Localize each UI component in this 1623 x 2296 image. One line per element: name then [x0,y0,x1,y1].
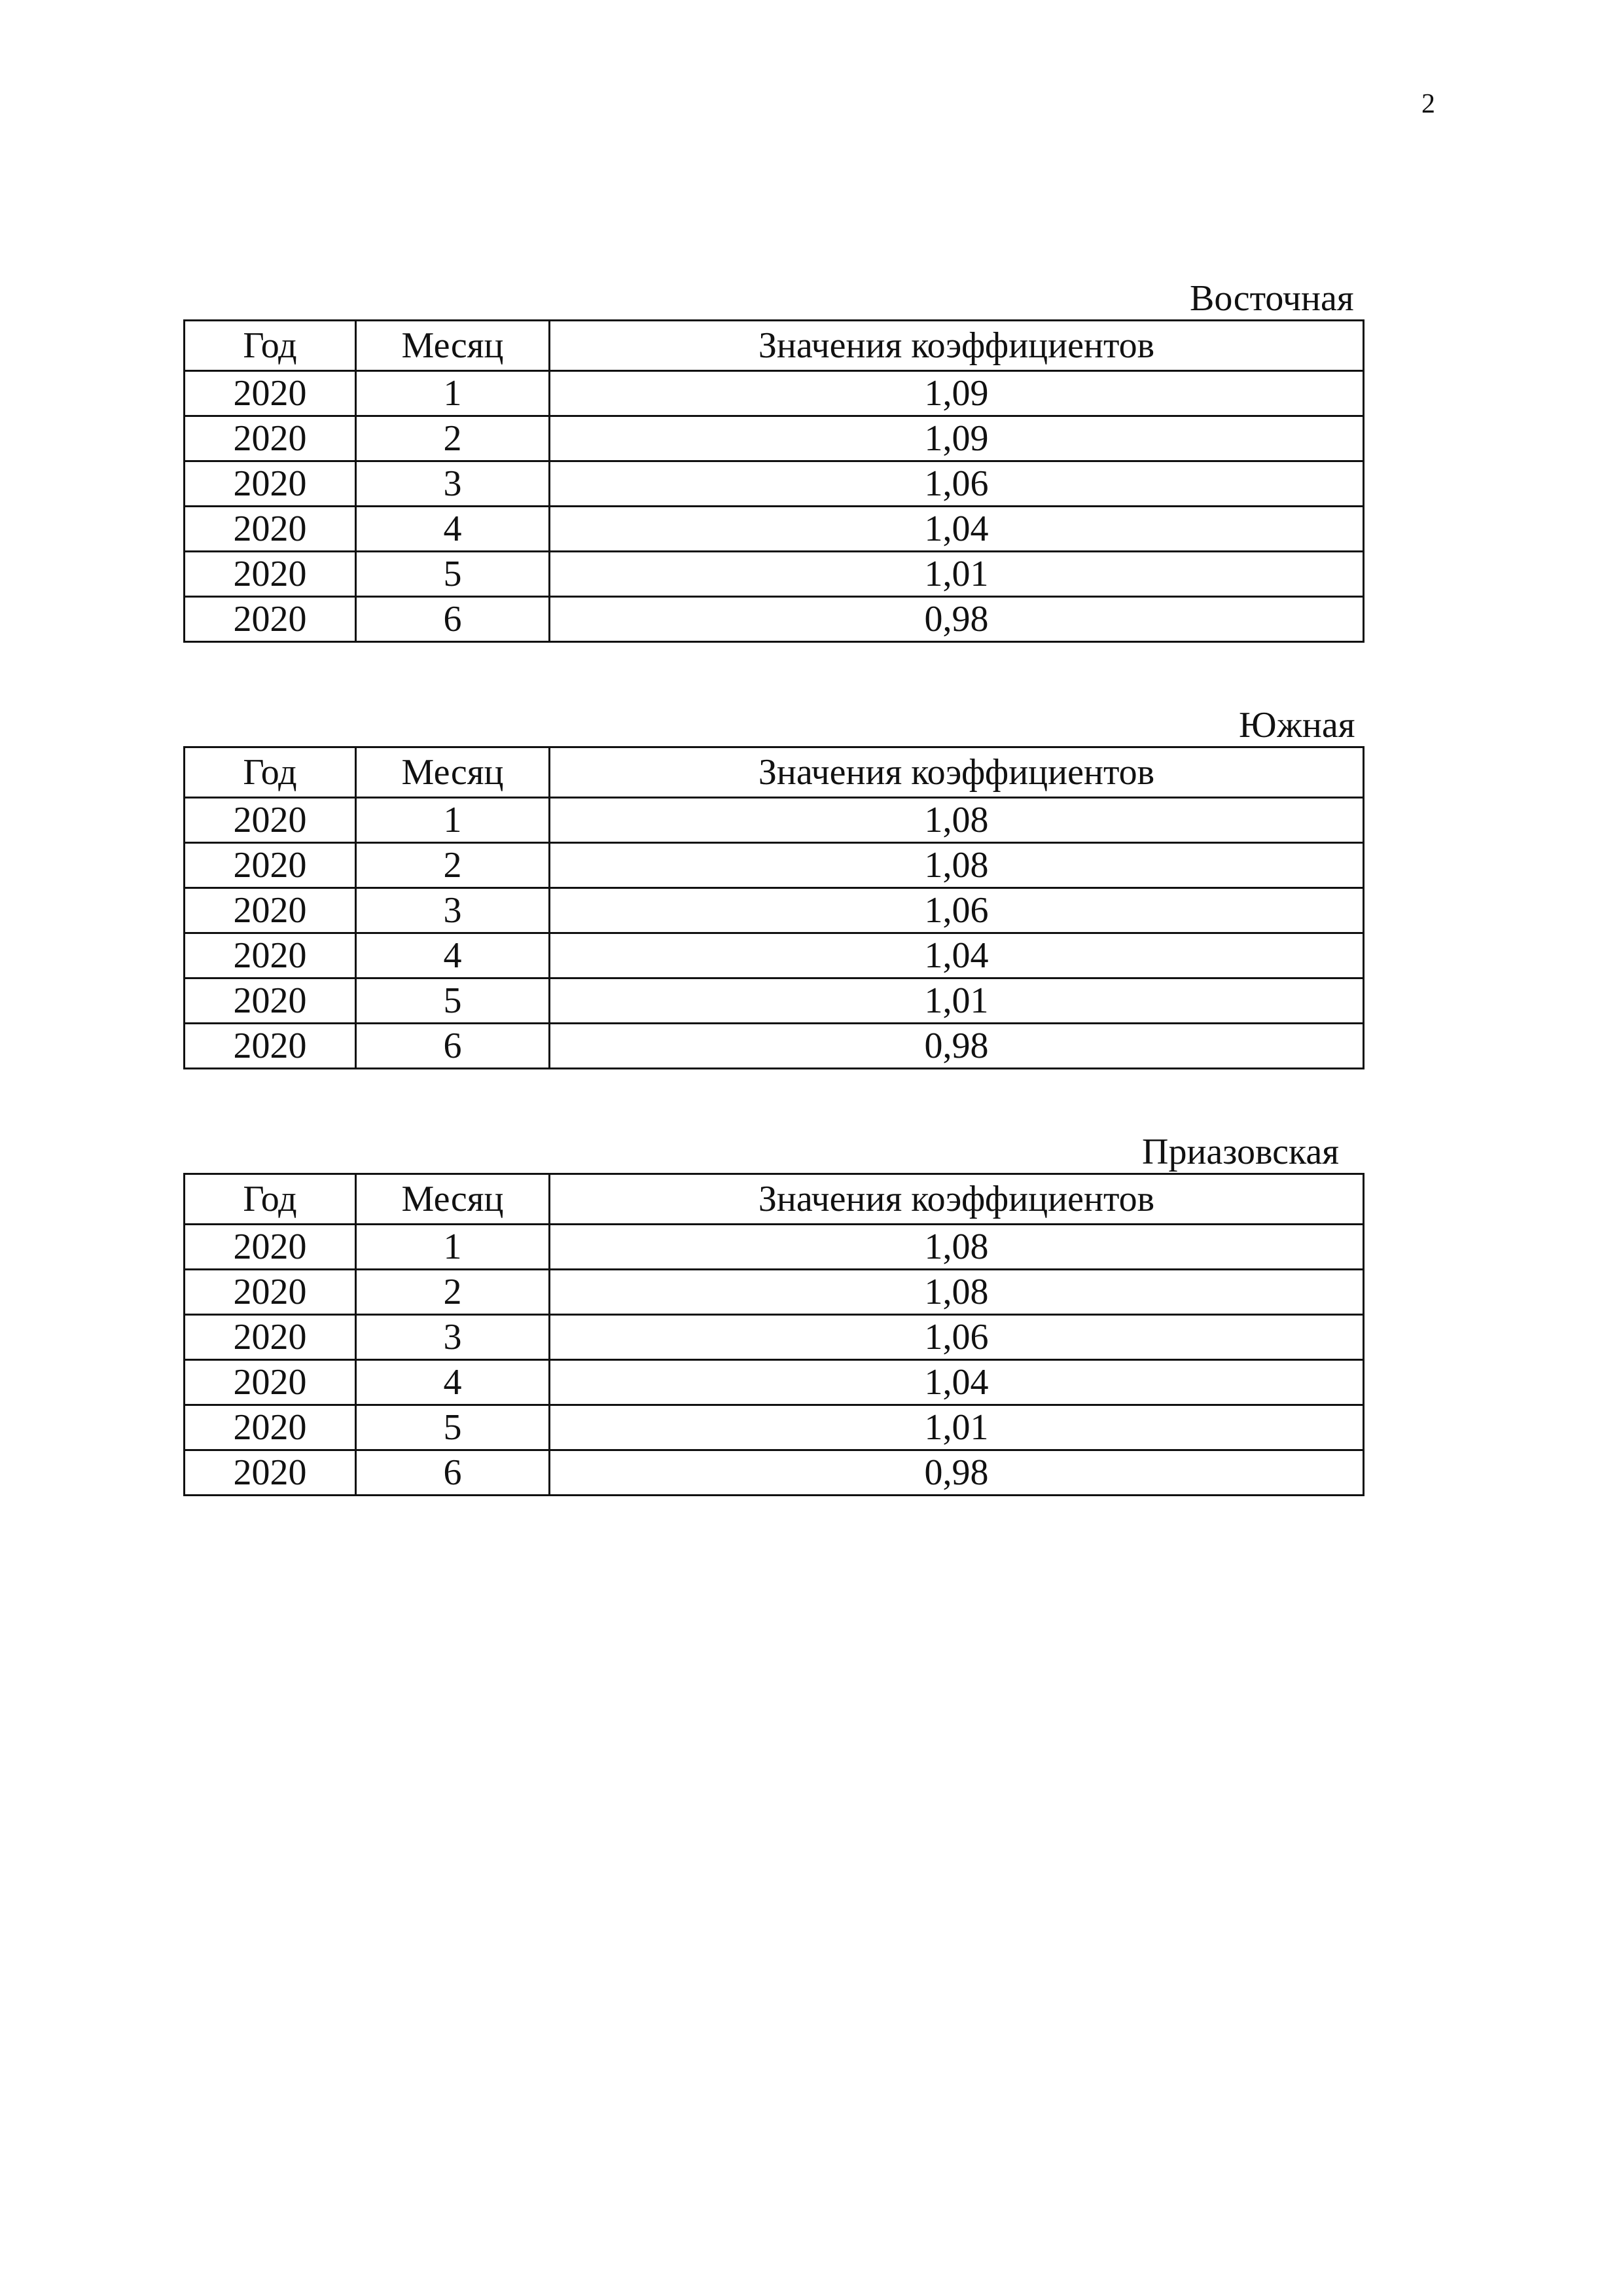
cell-year: 2020 [185,552,356,597]
header-year: Год [185,1174,356,1225]
table-row [185,1450,1364,1496]
cell-month: 6 [356,597,550,642]
cell-month: 2 [356,1270,550,1315]
cell-month: 3 [356,888,550,933]
cell-year: 2020 [185,507,356,552]
table-row [185,507,1364,552]
cell-month: 3 [356,461,550,507]
cell-month: 6 [356,1450,550,1496]
table-row [185,552,1364,597]
cell-value: 0,98 [550,597,1364,642]
cell-month: 1 [356,798,550,843]
cell-value: 1,04 [550,933,1364,978]
cell-year: 2020 [185,978,356,1024]
table-row [185,597,1364,642]
cell-month: 5 [356,1405,550,1450]
table-row [185,371,1364,416]
table-row [185,978,1364,1024]
coefficients-table-vostochnaya [183,319,1364,643]
cell-value: 1,09 [550,371,1364,416]
cell-month: 5 [356,978,550,1024]
cell-value: 1,08 [550,1225,1364,1270]
header-year: Год [185,747,356,798]
table-row [185,1315,1364,1360]
cell-month: 5 [356,552,550,597]
cell-month: 2 [356,416,550,461]
cell-value: 1,01 [550,978,1364,1024]
coefficients-table-yuzhnaya [183,746,1364,1069]
region-title-priazovskaya: Приазовская [1142,1132,1339,1172]
cell-value: 0,98 [550,1024,1364,1069]
cell-year: 2020 [185,1450,356,1496]
cell-value: 1,06 [550,1315,1364,1360]
header-month: Месяц [356,321,550,371]
header-month: Месяц [356,1174,550,1225]
cell-value: 1,09 [550,416,1364,461]
cell-month: 2 [356,843,550,888]
table-row [185,1225,1364,1270]
header-value: Значения коэффициентов [550,747,1364,798]
cell-value: 1,01 [550,552,1364,597]
header-value: Значения коэффициентов [550,1174,1364,1225]
cell-value: 1,04 [550,1360,1364,1405]
cell-year: 2020 [185,1360,356,1405]
coefficients-table-priazovskaya [183,1173,1364,1496]
cell-month: 4 [356,507,550,552]
cell-value: 0,98 [550,1450,1364,1496]
cell-month: 1 [356,371,550,416]
cell-year: 2020 [185,888,356,933]
header-value: Значения коэффициентов [550,321,1364,371]
table-row [185,1360,1364,1405]
cell-year: 2020 [185,843,356,888]
region-title-vostochnaya: Восточная [1190,278,1354,319]
table-row [185,933,1364,978]
cell-year: 2020 [185,371,356,416]
cell-month: 6 [356,1024,550,1069]
cell-year: 2020 [185,798,356,843]
table-row [185,798,1364,843]
table-row [185,1405,1364,1450]
cell-year: 2020 [185,416,356,461]
table-header-row [185,321,1364,371]
cell-month: 4 [356,933,550,978]
table-row [185,888,1364,933]
table-row [185,461,1364,507]
header-month: Месяц [356,747,550,798]
cell-month: 1 [356,1225,550,1270]
cell-year: 2020 [185,933,356,978]
cell-value: 1,08 [550,843,1364,888]
cell-value: 1,08 [550,798,1364,843]
table-header-row [185,747,1364,798]
cell-year: 2020 [185,597,356,642]
cell-value: 1,06 [550,888,1364,933]
table-row [185,1024,1364,1069]
table-row [185,843,1364,888]
cell-year: 2020 [185,1405,356,1450]
cell-year: 2020 [185,461,356,507]
cell-year: 2020 [185,1225,356,1270]
cell-month: 3 [356,1315,550,1360]
header-year: Год [185,321,356,371]
table-row [185,1270,1364,1315]
cell-year: 2020 [185,1315,356,1360]
table-header-row [185,1174,1364,1225]
table-row [185,416,1364,461]
cell-value: 1,08 [550,1270,1364,1315]
page-number: 2 [1421,89,1435,119]
cell-year: 2020 [185,1024,356,1069]
cell-value: 1,06 [550,461,1364,507]
cell-year: 2020 [185,1270,356,1315]
region-title-yuzhnaya: Южная [1239,705,1355,745]
cell-value: 1,04 [550,507,1364,552]
cell-value: 1,01 [550,1405,1364,1450]
cell-month: 4 [356,1360,550,1405]
